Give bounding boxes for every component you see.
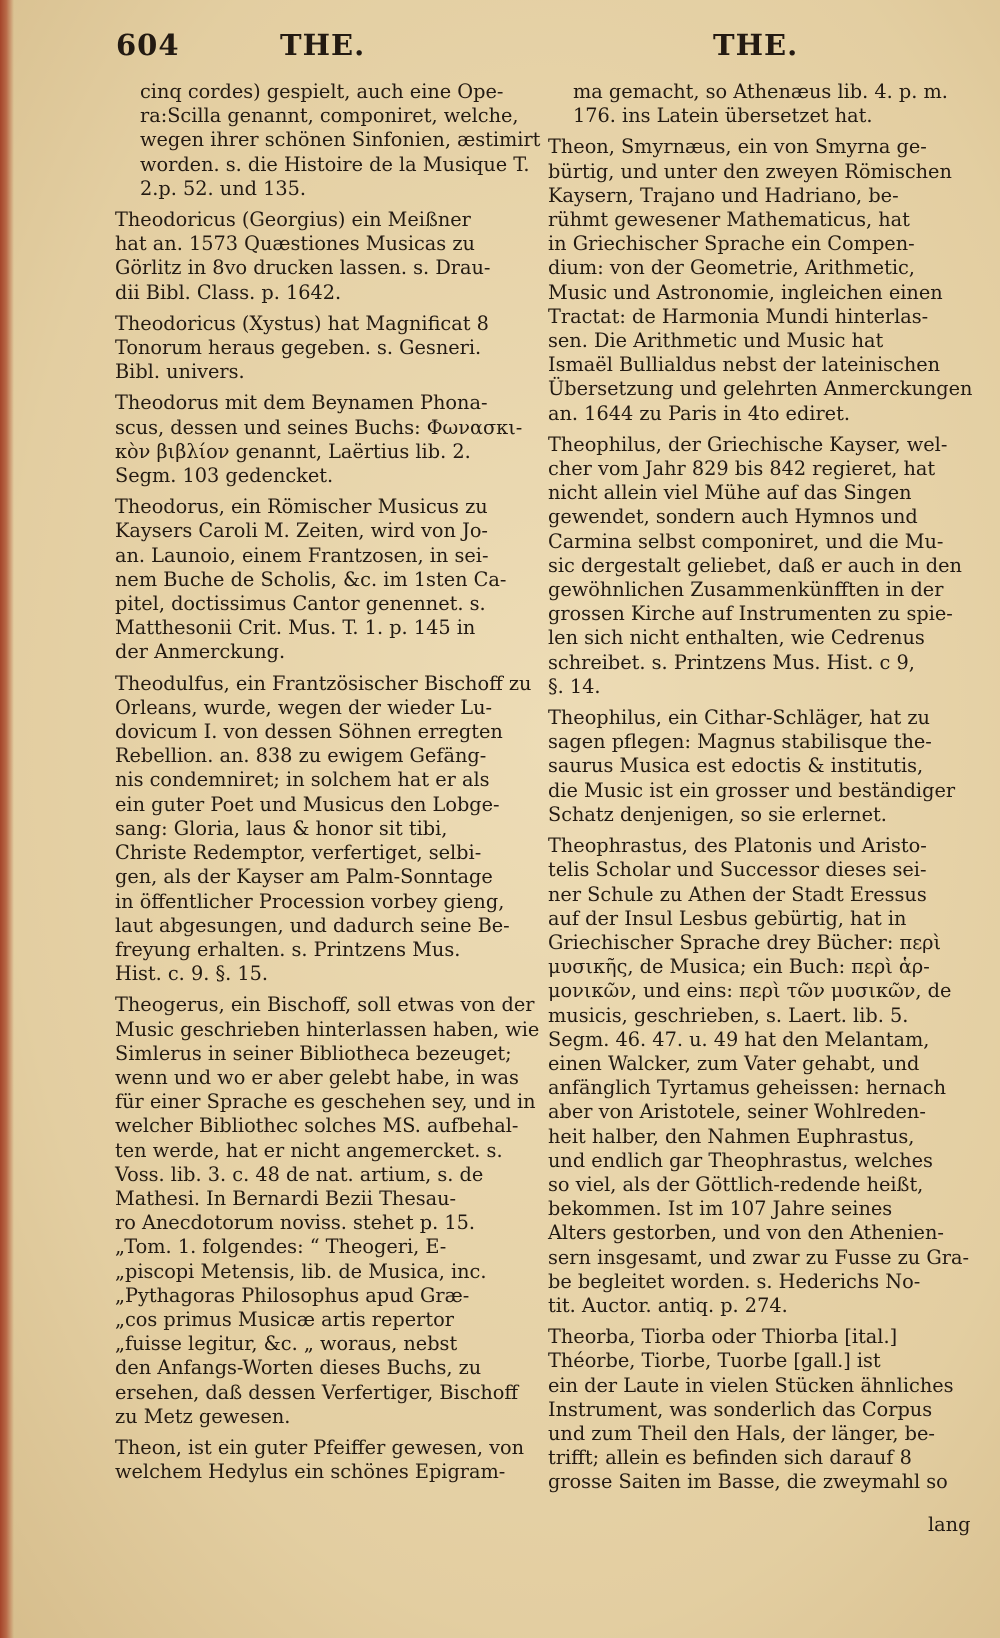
text-line: μονικῶν, und eins: περὶ τῶν μυσικῶν, de — [548, 979, 952, 1003]
text-line: „cos primus Musicæ artis repertor — [115, 1307, 454, 1331]
text-line: den Anfangs-Worten dieses Buchs, zu — [115, 1356, 482, 1380]
text-line: wenn und wo er aber gelebt habe, in was — [115, 1065, 519, 1089]
text-line: die Music ist ein grosser und beständiger — [548, 778, 956, 802]
text-line: sen. Die Arithmetic und Music hat — [548, 329, 884, 353]
text-line: ro Anecdotorum noviss. stehet p. 15. — [115, 1211, 476, 1235]
text-line: Görlitz in 8vo drucken lassen. s. Drau- — [115, 256, 491, 280]
text-line: gen, als der Kayser am Palm-Sonntage — [115, 865, 493, 889]
text-line: worden. s. die Histoire de la Musique T. — [140, 152, 530, 176]
text-line: Ismaël Bullialdus nebst der lateinischen — [548, 353, 941, 377]
text-line: schreibet. s. Printzens Mus. Hist. c 9, — [548, 650, 915, 674]
text-line: Theodoricus (Xystus) hat Magnificat 8 — [115, 311, 489, 335]
text-line: in Griechischer Sprache ein Compen- — [548, 232, 915, 256]
running-head-left: THE. — [280, 28, 366, 62]
text-line: nem Buche de Scholis, &c. im 1sten Ca- — [115, 567, 507, 591]
text-line: Hist. c. 9. §. 15. — [115, 962, 269, 986]
dictionary-entry — [548, 1325, 966, 1494]
text-line: Theodorus mit dem Beynamen Phona- — [115, 391, 488, 415]
text-line: scus, dessen und seines Buchs: Φωνασκι- — [115, 415, 523, 439]
text-line: ma gemacht, so Athenæus lib. 4. p. m. — [573, 80, 948, 103]
text-line: Bibl. univers. — [115, 360, 245, 384]
dictionary-entry — [548, 433, 966, 699]
text-line: „piscopi Metensis, lib. de Musica, inc. — [115, 1259, 487, 1283]
text-line: grosse Saiten im Basse, die zweymahl so — [548, 1470, 948, 1494]
text-line: sagen pflegen: Magnus stabilisque the- — [548, 730, 932, 754]
text-line: Instrument, was sonderlich das Corpus — [548, 1397, 933, 1421]
text-line: Alters gestorben, und von den Athenien- — [548, 1221, 944, 1245]
text-line: welchem Hedylus ein schönes Epigram- — [115, 1460, 506, 1484]
text-line: „fuisse legitur, &c. „ woraus, nebst — [115, 1332, 458, 1356]
text-line: bürtig, und unter den zweyen Römischen — [548, 159, 952, 183]
text-line: einen Walcker, zum Vater gehabt, und — [548, 1051, 920, 1075]
text-line: Tractat: de Harmonia Mundi hinterlas- — [548, 304, 929, 328]
text-line: cinq cordes) gespielt, auch eine Ope- — [140, 80, 504, 103]
text-line: §. 14. — [548, 674, 601, 698]
text-line: der Anmerckung. — [115, 640, 286, 664]
dictionary-entry — [115, 208, 523, 305]
text-line: Voss. lib. 3. c. 48 de nat. artium, s. de — [115, 1162, 484, 1186]
text-line: 176. ins Latein übersetzet hat. — [573, 104, 873, 128]
dictionary-entry — [548, 135, 973, 425]
text-line: an. Launoio, einem Frantzosen, in sei- — [115, 543, 489, 567]
text-line: cher vom Jahr 829 bis 842 regieret, hat — [548, 457, 936, 481]
text-line: Theorba, Tiorba oder Thiorba [ital.] — [548, 1325, 898, 1349]
text-line: 2.p. 52. und 135. — [140, 176, 307, 200]
dictionary-entry — [115, 391, 523, 488]
text-line: ein guter Poet und Musicus den Lobge- — [115, 792, 500, 816]
right-column — [548, 80, 973, 1502]
text-line: pitel, doctissimus Cantor genennet. s. — [115, 592, 486, 616]
text-line: nis condemniret; in solchem hat er als — [115, 768, 490, 792]
dictionary-entry — [115, 993, 540, 1429]
text-line: welcher Bibliothec solches MS. aufbehal- — [115, 1114, 519, 1138]
dictionary-entry — [548, 834, 969, 1318]
text-line: Schatz denjenigen, so sie erlernet. — [548, 802, 887, 826]
text-line: ner Schule zu Athen der Stadt Eressus — [548, 882, 927, 906]
text-line: musicis, geschrieben, s. Laert. lib. 5. — [548, 1003, 909, 1027]
dictionary-entry — [115, 671, 532, 987]
dictionary-entry — [115, 312, 523, 385]
text-line: „Pythagoras Philosophus apud Græ- — [115, 1283, 470, 1307]
text-line: sang: Gloria, laus & honor sit tibi, — [115, 816, 448, 840]
text-line: Music und Astronomie, ingleichen einen — [548, 280, 943, 304]
text-line: saurus Musica est edoctis & institutis, — [548, 754, 924, 778]
text-line: Theophrastus, des Platonis und Aristo- — [548, 834, 927, 858]
text-line: Mathesi. In Bernardi Bezii Thesau- — [115, 1186, 457, 1210]
dictionary-entry — [115, 495, 523, 664]
page-number: 604 — [116, 28, 180, 62]
text-line: Matthesonii Crit. Mus. T. 1. p. 145 in — [115, 616, 476, 640]
text-line: wegen ihrer schönen Sinfonien, æstimirt — [140, 128, 541, 152]
text-line: an. 1644 zu Paris in 4to ediret. — [548, 401, 850, 425]
text-line: so viel, als der Göttlich-redende heißt, — [548, 1172, 924, 1196]
text-line: len sich nicht enthalten, wie Cedrenus — [548, 626, 925, 650]
text-line: Theophilus, der Griechische Kayser, wel- — [548, 432, 948, 456]
text-line: „Tom. 1. folgendes: “ Theogeri, E- — [115, 1235, 447, 1259]
text-line: Theophilus, ein Cithar-Schläger, hat zu — [548, 706, 930, 730]
text-line: ten werde, hat er nicht angemercket. s. — [115, 1138, 503, 1162]
text-line: Kaysern, Trajano und Hadriano, be- — [548, 183, 899, 207]
text-line: dium: von der Geometrie, Arithmetic, — [548, 256, 915, 280]
text-line: Theodorus, ein Römischer Musicus zu — [115, 495, 488, 519]
text-line: trifft; allein es befinden sich darauf 8 — [548, 1446, 912, 1470]
text-line: Théorbe, Tiorbe, Tuorbe [gall.] ist — [548, 1349, 881, 1373]
text-line: Griechischer Sprache drey Bücher: περὶ — [548, 930, 942, 954]
text-line: Segm. 46. 47. u. 49 hat den Melantam, — [548, 1027, 930, 1051]
text-line: sic dergestalt geliebet, daß er auch in den — [548, 553, 962, 577]
text-line: telis Scholar und Successor dieses sei- — [548, 858, 927, 882]
text-line: tit. Auctor. antiq. p. 274. — [548, 1293, 788, 1317]
text-line: Carmina selbst componiret, und die Mu- — [548, 529, 944, 553]
text-line: anfänglich Tyrtamus geheissen: hernach — [548, 1076, 947, 1100]
text-line: ersehen, daß dessen Verfertiger, Bischoff — [115, 1380, 519, 1404]
text-line: freyung erhalten. s. Printzens Mus. — [115, 937, 461, 961]
text-line: in öffentlicher Procession vorbey gieng, — [115, 889, 505, 913]
text-line: gewendet, sondern auch Hymnos und — [548, 505, 918, 529]
text-line: dii Bibl. Class. p. 1642. — [115, 280, 342, 304]
text-line: laut abgesungen, und dadurch seine Be- — [115, 913, 510, 937]
text-line: dovicum I. von dessen Söhnen erregten — [115, 720, 503, 744]
dictionary-entry — [115, 1436, 523, 1484]
text-line: nicht allein viel Mühe auf das Singen — [548, 481, 912, 505]
text-line: auf der Insul Lesbus gebürtig, hat in — [548, 906, 907, 930]
left-column — [115, 80, 541, 1491]
text-line: Theodulfus, ein Frantzösischer Bischoff zu — [115, 671, 532, 695]
text-line: bekommen. Ist im 107 Jahre seines — [548, 1197, 893, 1221]
text-line: Theon, ist ein guter Pfeiffer gewesen, von — [115, 1435, 525, 1459]
page-edge-stain — [0, 0, 14, 1638]
catchword: lang — [928, 1513, 971, 1536]
dictionary-entry — [548, 80, 966, 128]
text-line: hat an. 1573 Quæstiones Musicas zu — [115, 232, 475, 256]
text-line: zu Metz gewesen. — [115, 1404, 291, 1428]
dictionary-entry — [115, 80, 541, 201]
text-line: Theon, Smyrnæus, ein von Smyrna ge- — [548, 135, 927, 159]
text-line: Rebellion. an. 838 zu ewigem Gefäng- — [115, 744, 487, 768]
text-line: rühmt gewesener Mathematicus, hat — [548, 208, 910, 232]
text-line: für einer Sprache es geschehen sey, und in — [115, 1090, 536, 1114]
text-line: Tonorum heraus gegeben. s. Gesneri. — [115, 336, 482, 360]
text-line: μυσικῆς, de Musica; ein Buch: περὶ ἁρ- — [548, 955, 930, 979]
text-line: Segm. 103 gedencket. — [115, 464, 334, 488]
text-line: be begleitet worden. s. Hederichs No- — [548, 1269, 921, 1293]
text-line: Christe Redemptor, verfertiget, selbi- — [115, 841, 482, 865]
text-line: gewöhnlichen Zusammenkünfften in der — [548, 578, 944, 602]
text-line: aber von Aristotele, seiner Wohlreden- — [548, 1100, 926, 1124]
text-line: Übersetzung und gelehrten Anmerckungen — [548, 377, 973, 401]
text-line: grossen Kirche auf Instrumenten zu spie- — [548, 602, 953, 626]
text-line: Music geschrieben hinterlassen haben, wie — [115, 1017, 540, 1041]
text-line: Theodoricus (Georgius) ein Meißner — [115, 208, 471, 232]
running-head-right: THE. — [713, 28, 799, 62]
dictionary-entry — [548, 706, 966, 827]
text-line: κὸν βιβλίον genannt, Laërtius lib. 2. — [115, 439, 471, 463]
text-line: sern insgesamt, und zwar zu Fusse zu Gra- — [548, 1245, 969, 1269]
text-line: ra:Scilla genannt, componiret, welche, — [140, 104, 519, 128]
text-line: Orleans, wurde, wegen der wieder Lu- — [115, 695, 493, 719]
text-line: Simlerus in seiner Bibliotheca bezeuget; — [115, 1041, 512, 1065]
text-line: Kaysers Caroli M. Zeiten, wird von Jo- — [115, 519, 488, 543]
text-line: und endlich gar Theophrastus, welches — [548, 1148, 933, 1172]
text-line: ein der Laute in vielen Stücken ähnliches — [548, 1373, 954, 1397]
text-line: Theogerus, ein Bischoff, soll etwas von der — [115, 993, 535, 1017]
text-line: heit halber, den Nahmen Euphrastus, — [548, 1124, 915, 1148]
text-line: und zum Theil den Hals, der länger, be- — [548, 1421, 935, 1445]
